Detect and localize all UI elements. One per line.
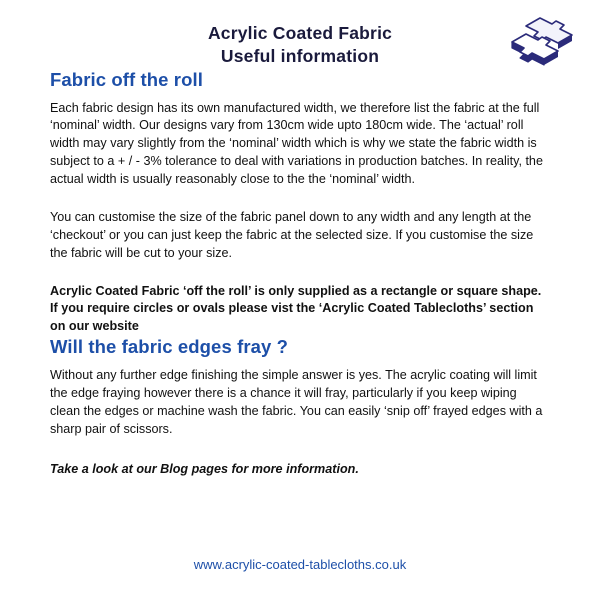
section-heading-edges-fray: Will the fabric edges fray ? — [50, 336, 289, 358]
page-title-line-2: Useful information — [220, 46, 380, 67]
page-title-line-1: Acrylic Coated Fabric — [207, 23, 393, 43]
website-link[interactable]: www.acrylic-coated-tablecloths.co.uk — [193, 557, 407, 572]
paragraph-customise-size: You can customise the size of the fabric panel down to any width and any length at the ‘checkout’ or you can just keep the fabric at the selected size. If you customise the size the fabric will be cut to your size. — [50, 209, 534, 260]
page-title — [50, 22, 550, 69]
paragraph-shape-note: Acrylic Coated Fabric ‘off the roll’ is only supplied as a rectangle or square shape. If you require circles or ovals please vist the ‘Acrylic Coated Tablecloths’ section on our website — [50, 283, 542, 334]
footer — [0, 556, 600, 574]
puzzle-pieces-logo-icon — [482, 14, 578, 76]
paragraph-nominal-width: Each fabric design has its own manufactured width, we therefore list the fabric at the full ‘nominal’ width. Our designs vary from 130cm wide upto 180cm wide. The ‘actual’ roll width may vary slightly from the ‘nominal’ width which is why we state the fabric width is subject to a + / - 3% tolerance to deal with variations in production batches. In reality, the actual width is usually reasonably close to the the ‘nominal’ width. — [50, 100, 543, 187]
paragraph-fraying: Without any further edge finishing the simple answer is yes. The acrylic coating will limit the edge fraying however there is a chance it will fray, particularly if you keep wiping clean the edges or machine wash the fabric. You can easily ‘snip off’ frayed edges with a sharp pair of scissors. — [50, 368, 543, 436]
section-heading-fabric-off-the-roll: Fabric off the roll — [50, 68, 203, 90]
paragraph-blog-callout: Take a look at our Blog pages for more information. — [50, 461, 359, 476]
